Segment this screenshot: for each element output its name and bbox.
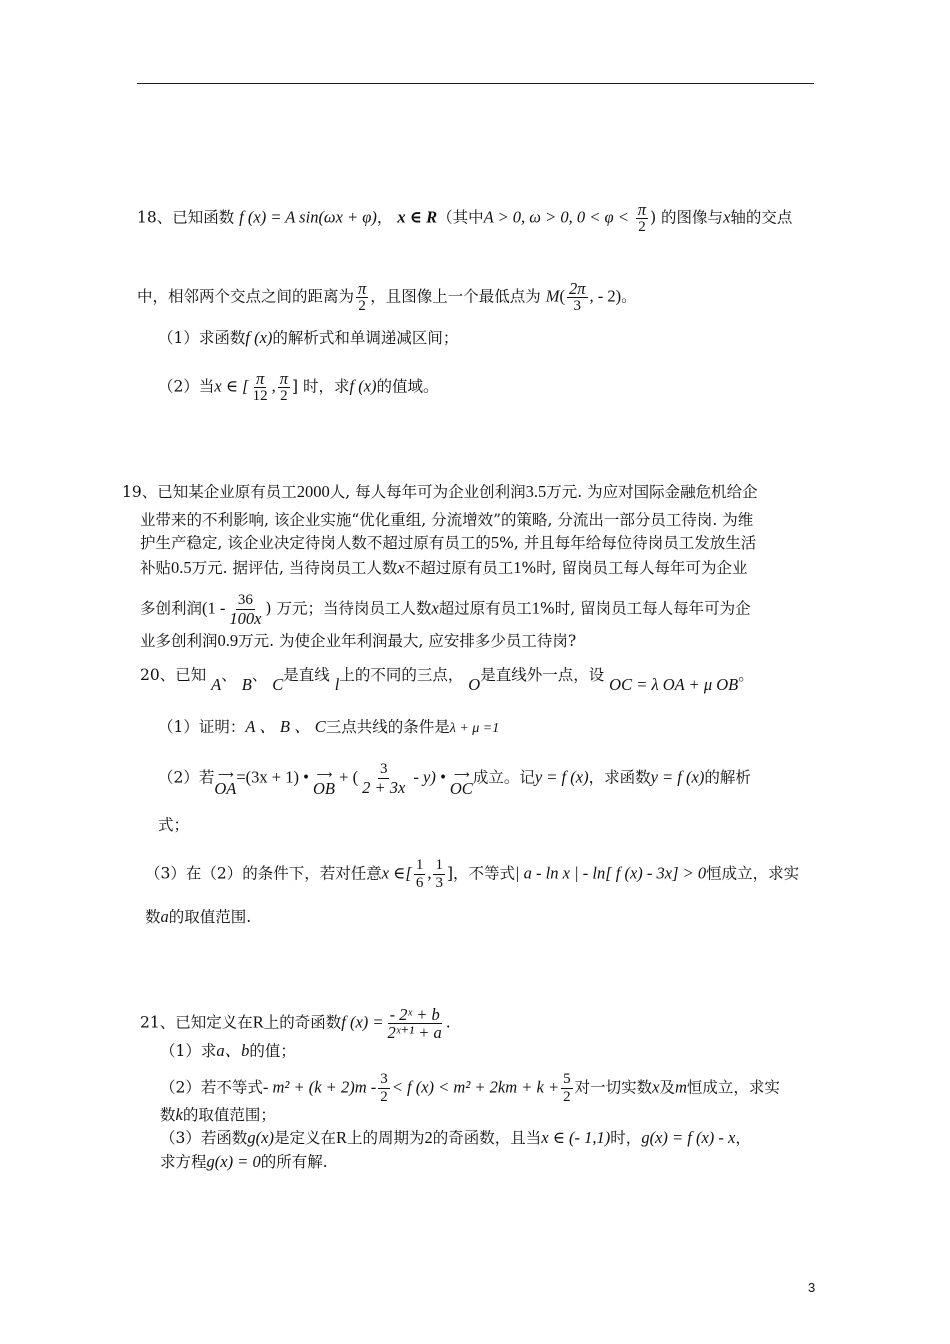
frac-den: 2 xyxy=(563,1089,571,1105)
q21-k: k xyxy=(175,1105,183,1124)
q21-text: 时， xyxy=(610,1129,642,1147)
q18-x-axis: x xyxy=(723,207,731,227)
q18-text: ，且图像上一个最低点为 xyxy=(370,287,541,306)
q20-text: 恒成立，求实 xyxy=(706,864,800,883)
q19-text: %时, 留岗员工每人每年可为企 xyxy=(540,599,751,618)
q21-interval: x ∈ (- 1,1) xyxy=(541,1128,611,1147)
frac-num: 36 xyxy=(237,592,253,608)
frac-num: π xyxy=(358,279,367,298)
frac-den: 2 xyxy=(280,388,288,404)
q19-line-1 xyxy=(122,481,758,503)
q18-fraction-pi-2c xyxy=(278,370,290,405)
q21-fraction xyxy=(386,1006,444,1041)
q21-part-2-cont xyxy=(160,1104,276,1126)
q20-period: 。 xyxy=(738,666,754,684)
q20-fraction xyxy=(360,761,407,796)
q19-text: 万元. 据评估, 当待岗员工人数 xyxy=(191,559,398,577)
q19-line-6 xyxy=(140,630,576,652)
q20-fraction-1-3 xyxy=(433,857,445,892)
q20-text: 三点共线的条件是 xyxy=(325,718,450,736)
q19-text: 多创利润 xyxy=(140,599,203,618)
q21-text: 对一切实数 xyxy=(574,1078,653,1097)
q18-domain: x ∈ R xyxy=(397,207,438,227)
q20-text: 20、已知 xyxy=(140,666,207,684)
q21-line-1 xyxy=(140,1006,451,1041)
q20-text: （2）若 xyxy=(158,768,215,787)
q18-point-M: M xyxy=(545,286,560,306)
q20-part-2 xyxy=(158,761,751,796)
q20-function: y = f (x) xyxy=(534,767,589,787)
q21-text: （3）若函数 xyxy=(160,1129,248,1147)
q21-text: 的所有解. xyxy=(260,1153,328,1171)
q19-text: 业多创利润 xyxy=(140,632,218,650)
q21-text: 求方程 xyxy=(160,1153,207,1171)
q19-text: 万元. 为应对国际金融危机给企 xyxy=(546,483,758,501)
q19-percent: 5 xyxy=(490,533,500,552)
q19-text: 万元. 为使企业年利润最大, 应安排多少员工待岗? xyxy=(238,632,577,650)
q19-formula: (1 - xyxy=(202,598,226,618)
q20-inequality: | a - ln x | - ln[ f (x) - 3x] > 0 xyxy=(515,863,707,883)
q20-line-l: l xyxy=(334,675,340,694)
q19-line-2: 业带来的不利影响, 该企业实施“优化重组, 分流增效”的策略, 分流出一部分员工待岗. 为维 xyxy=(140,511,754,529)
q21-R: R xyxy=(335,1128,347,1147)
q20-line-1 xyxy=(140,664,754,694)
vec-label: OC xyxy=(449,779,473,798)
q18-fraction-pi-2b xyxy=(356,280,368,315)
q21-m: m xyxy=(674,1077,687,1097)
frac-den: 12 xyxy=(252,388,268,404)
q18-fraction-pi-2 xyxy=(636,201,648,236)
q18-line-1 xyxy=(137,201,792,236)
frac-num: - 2ˣ + b xyxy=(389,1005,440,1024)
q21-text: 恒成立，求实 xyxy=(686,1078,780,1097)
q21-fraction-5-2 xyxy=(561,1071,573,1106)
q20-part-2-cont: 式； xyxy=(158,816,190,834)
q20-condition: λ + μ =1 xyxy=(449,721,500,736)
frac-num: π xyxy=(255,369,265,388)
q19-text: 补贴 xyxy=(140,559,172,577)
q18-fraction-pi-12 xyxy=(251,370,270,405)
q19-subsidy: 0.5 xyxy=(171,558,192,577)
q20-expr: - y) • xyxy=(409,767,450,787)
q20-text: 的解析 xyxy=(704,768,751,787)
frac-num: π xyxy=(637,200,647,219)
q19-percent: 1 xyxy=(531,598,541,618)
q18-point-coords: , - 2) xyxy=(589,286,622,306)
q21-text: 是定义在 xyxy=(273,1129,336,1147)
q21-text: 的值； xyxy=(249,1042,296,1060)
q21-g-def: g(x) = f (x) - x xyxy=(641,1128,736,1147)
q20-point-B: B xyxy=(241,675,252,694)
q20-part-1 xyxy=(158,716,499,740)
q19-profit: 3.5 xyxy=(525,482,547,501)
q20-vector-equation: OC = λ OA + μ OB xyxy=(609,675,739,694)
q18-text: 中，相邻两个交点之间的距离为 xyxy=(137,287,355,306)
page-number: 3 xyxy=(808,1280,816,1295)
q18-interval-start: x ∈ [ xyxy=(214,376,249,396)
q21-function: f (x) = xyxy=(341,1012,384,1032)
q19-employees: 2000 xyxy=(296,482,330,501)
q18-text: 的解析式和单调递减区间； xyxy=(272,329,459,347)
q18-text: （其中 xyxy=(437,208,484,227)
q20-text: 成立。记 xyxy=(472,768,535,787)
q18-text: ] 时，求 xyxy=(292,377,350,396)
q18-text: 18、已知函数 xyxy=(137,208,235,227)
q21-text: 及 xyxy=(659,1078,675,1097)
q21-text: 上的周期为 xyxy=(346,1129,425,1147)
q21-part-3 xyxy=(160,1127,751,1149)
q19-text: 护生产稳定, 该企业决定待岗人数不超过原有员工的 xyxy=(140,534,491,552)
q19-text: %, 并且每年给每位待岗员工发放生活 xyxy=(499,534,757,552)
q21-equation: g(x) = 0 xyxy=(206,1152,261,1171)
q21-inequality: < f (x) < m² + 2km + k + xyxy=(391,1077,560,1097)
q18-conditions: A > 0, ω > 0, 0 < φ < xyxy=(483,207,629,227)
frac-den: 2 + 3x xyxy=(362,778,406,797)
q18-function: f (x) = A sin(ωx + φ) xyxy=(239,207,377,227)
q19-text: 超过原有员工 xyxy=(438,599,532,618)
q21-period-value: 2 xyxy=(424,1128,433,1147)
q21-text: 数 xyxy=(160,1106,176,1124)
q20-function: y = f (x) xyxy=(650,767,705,787)
q19-text: %时, 留岗员工每人每年可为企业 xyxy=(521,559,748,577)
q18-text: 的值域。 xyxy=(376,377,439,396)
q19-text: 不超过原有员工 xyxy=(404,559,514,577)
q20-vector-OC: ⟶ OC xyxy=(449,768,473,798)
q21-text: ， xyxy=(735,1129,751,1147)
q20-point-O: O xyxy=(468,675,481,694)
q21-text: （1）求 xyxy=(160,1042,217,1060)
frac-num: 2π xyxy=(569,279,586,298)
q20-text: （3）在（2）的条件下，若对任意 xyxy=(145,864,382,883)
q20-part-3: （3）在（2）的条件下，若对任意x ∈[ $\frac{1}{6}$ , $\frac{1}{3}$ ]，不等式| a - ln x | - ln[ f (x) - 3x] > 0恒成立，求实 xyxy=(145,857,800,891)
q21-g: g(x) xyxy=(247,1128,274,1147)
q19-text: 19、已知某企业原有员工 xyxy=(122,483,297,501)
q19-value: 0.9 xyxy=(217,631,239,650)
frac-num: 1 xyxy=(415,857,424,873)
q19-line-5 xyxy=(140,592,751,627)
q18-fraction-2pi-3 xyxy=(567,280,588,315)
q18-text: 轴的交点 xyxy=(730,208,793,227)
q20-text: 上的不同的三点， xyxy=(339,666,464,684)
q20-expr: =(3x + 1) • xyxy=(236,767,314,787)
q20-text: 是直线 xyxy=(283,666,330,684)
q21-text: 21、已知定义在 xyxy=(140,1013,253,1032)
q19-fraction xyxy=(227,592,263,627)
q21-text: 的取值范围； xyxy=(182,1106,276,1124)
q18-text: （1）求函数 xyxy=(158,329,246,347)
q21-text: 上的奇函数 xyxy=(263,1013,342,1032)
q18-text: ) 的图像与 xyxy=(650,208,724,227)
frac-num: 5 xyxy=(563,1071,571,1087)
q20-expr: + ( xyxy=(335,767,359,787)
q21-part-2 xyxy=(160,1071,780,1106)
frac-den: 100x xyxy=(229,609,262,628)
q19-x: x xyxy=(431,598,439,618)
q21-part-1 xyxy=(160,1040,296,1062)
q20-sep: 、 xyxy=(251,666,268,684)
q20-var-a: a xyxy=(160,907,169,926)
q19-percent: 1 xyxy=(513,558,522,577)
q20-text: ]，不等式 xyxy=(446,864,516,883)
frac-den: 3 xyxy=(573,298,582,314)
q21-inequality: - m² + (k + 2)m - xyxy=(262,1077,377,1097)
q20-text: 数 xyxy=(145,908,161,926)
q20-point-A: A xyxy=(211,675,222,694)
q20-text: ，求函数 xyxy=(588,768,651,787)
q20-vector-OB: ⟶ OB xyxy=(313,768,336,798)
q21-R: R xyxy=(252,1012,264,1032)
q18-comma: ， xyxy=(376,208,393,227)
q18-part-1 xyxy=(158,327,458,349)
frac-num: π xyxy=(279,369,288,388)
q18-text: （2）当 xyxy=(158,377,215,396)
q19-text: 人, 每人每年可为企业创利润 xyxy=(329,483,526,501)
q20-sep: 、 xyxy=(221,666,237,684)
q20-text: 是直线外一点，设 xyxy=(480,666,605,684)
q21-part-3-cont xyxy=(160,1151,328,1173)
q18-period: 。 xyxy=(621,287,637,306)
frac-num: 3 xyxy=(380,1071,388,1087)
vec-label: OA xyxy=(214,779,237,798)
q18-line-2: 中，相邻两个交点之间的距离为 $\frac{\pi}{2}$ ，且图像上一个最低点为 M( $\frac{2\pi}{3}$ , - 2)。 xyxy=(137,279,637,314)
frac-den: 3 xyxy=(435,875,443,891)
frac-den: 2ˣ⁺¹ + a xyxy=(387,1023,442,1042)
q21-text: （2）若不等式 xyxy=(160,1078,263,1097)
q19-line-3 xyxy=(140,532,756,554)
q18-fx: f (x) xyxy=(245,328,273,347)
header-rule xyxy=(137,83,814,84)
q19-x: x xyxy=(397,558,405,577)
q20-vector-OA: ⟶ OA xyxy=(214,768,237,798)
q20-interval: x ∈[ xyxy=(381,863,412,883)
frac-num: 1 xyxy=(435,857,443,873)
q21-vars: a、b xyxy=(216,1041,250,1060)
q21-period: . xyxy=(445,1013,451,1032)
q21-x: x xyxy=(652,1077,660,1097)
q19-line-4 xyxy=(140,557,748,579)
q18-fx: f (x) xyxy=(349,376,377,396)
q21-fraction-3-2 xyxy=(378,1071,390,1106)
q18-part-2: （2）当x ∈ [ $\frac{\pi}{12}$ , $\frac{\pi}{2}$ ] 时，求f (x)的值域。 xyxy=(158,369,439,404)
q20-text: 的取值范围. xyxy=(168,908,252,926)
frac-num: 3 xyxy=(379,761,388,777)
frac-den: 6 xyxy=(415,875,424,891)
q20-point-C: C xyxy=(272,675,284,694)
frac-den: 2 xyxy=(358,298,366,314)
q20-part-3-cont xyxy=(145,906,251,928)
vec-label: OB xyxy=(313,779,336,798)
frac-den: 2 xyxy=(380,1089,388,1105)
q20-fraction-1-6 xyxy=(414,857,426,892)
q21-text: 的奇函数，且当 xyxy=(432,1129,542,1147)
q20-text: （1）证明： xyxy=(158,718,246,736)
q19-text: ) 万元；当待岗员工人数 xyxy=(265,599,432,618)
q20-points: A 、 B 、 C xyxy=(245,717,326,736)
frac-den: 2 xyxy=(638,219,646,235)
